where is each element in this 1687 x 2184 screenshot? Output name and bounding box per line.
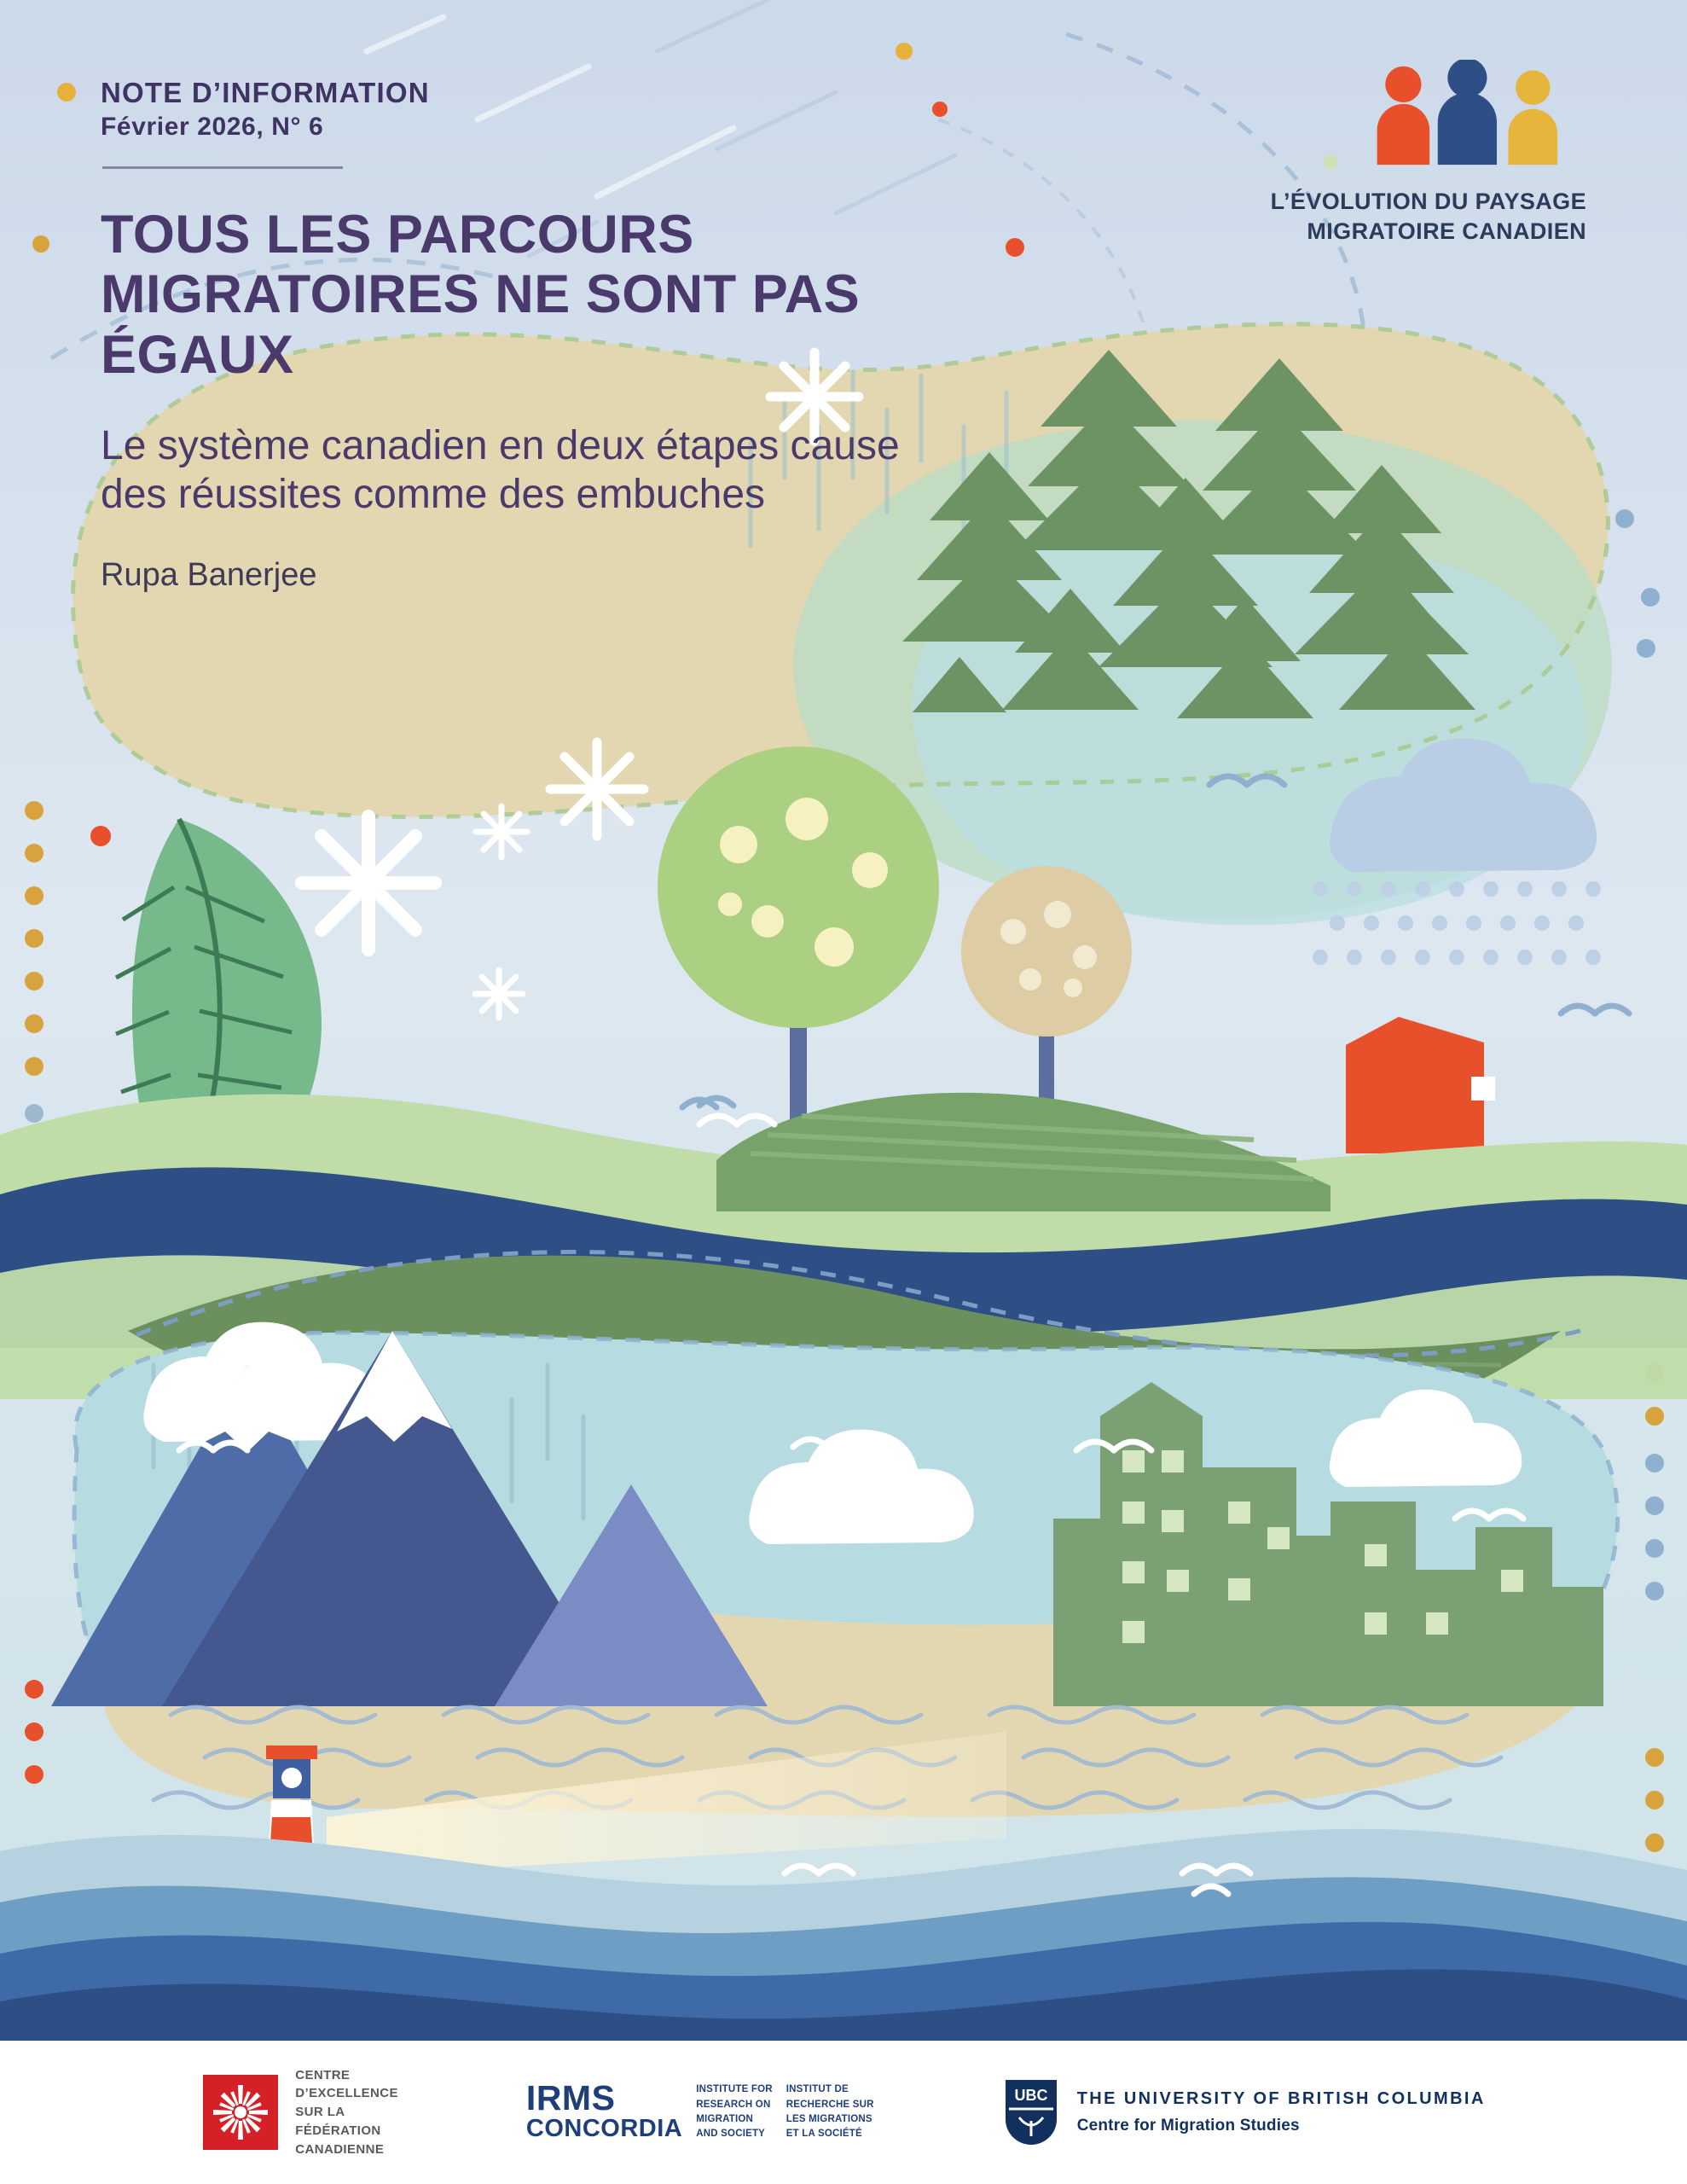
- publication-kicker: [101, 75, 971, 144]
- svg-text:UBC: UBC: [1014, 2087, 1048, 2104]
- cef-line-5: CANADIENNE: [295, 2141, 385, 2157]
- footer-logos: [0, 2041, 1687, 2184]
- partner-logo-irms: [525, 2077, 874, 2143]
- kicker-line-2: Février 2026, N° 6: [101, 113, 324, 142]
- author-name: Rupa Banerjee: [101, 556, 317, 593]
- partner-logo-cef: [201, 2066, 398, 2159]
- cef-line-2: D’EXCELLENCE: [295, 2086, 398, 2101]
- series-title: [1186, 187, 1586, 247]
- ubc-unit-name: Centre for Migration Studies: [1076, 2117, 1300, 2135]
- header-divider: [102, 166, 343, 169]
- page-subtitle: Le système canadien en deux étapes cause des réussites comme des embuches: [101, 422, 900, 518]
- irms-institution: CONCORDIA: [525, 2115, 683, 2143]
- series-title-line-1: L’ÉVOLUTION DU PAYSAGE: [1270, 189, 1586, 214]
- cef-line-4: FÉDÉRATION: [295, 2123, 381, 2138]
- irms-french-description: INSTITUT DE RECHERCHE SUR LES MIGRATIONS ET LA SOCIÉTÉ: [786, 2084, 874, 2140]
- people-group-icon: [1365, 60, 1586, 166]
- kicker-line-1: NOTE D’INFORMATION: [101, 77, 430, 108]
- cef-line-3: SUR LA: [295, 2105, 345, 2120]
- ubc-crest-icon: [1002, 2077, 1060, 2148]
- canadian-federation-starburst-icon: [201, 2073, 280, 2152]
- ubc-university-name: THE UNIVERSITY OF BRITISH COLUMBIA: [1076, 2089, 1486, 2108]
- series-title-line-2: MIGRATOIRE CANADIEN: [1307, 218, 1586, 245]
- partner-logo-ubc: [1002, 2077, 1486, 2148]
- irms-english-description: INSTITUTE FOR RESEARCH ON MIGRATION AND SOCIETY: [696, 2084, 773, 2140]
- irms-acronym: IRMS: [525, 2077, 616, 2117]
- series-branding: [1186, 60, 1586, 247]
- cef-wordmark: [295, 2066, 398, 2159]
- page-title: TOUS LES PARCOURS MIGRATOIRES NE SONT PAS ÉGAUX: [101, 204, 861, 385]
- cef-line-1: CENTRE: [295, 2067, 351, 2082]
- cover-header: [101, 75, 971, 594]
